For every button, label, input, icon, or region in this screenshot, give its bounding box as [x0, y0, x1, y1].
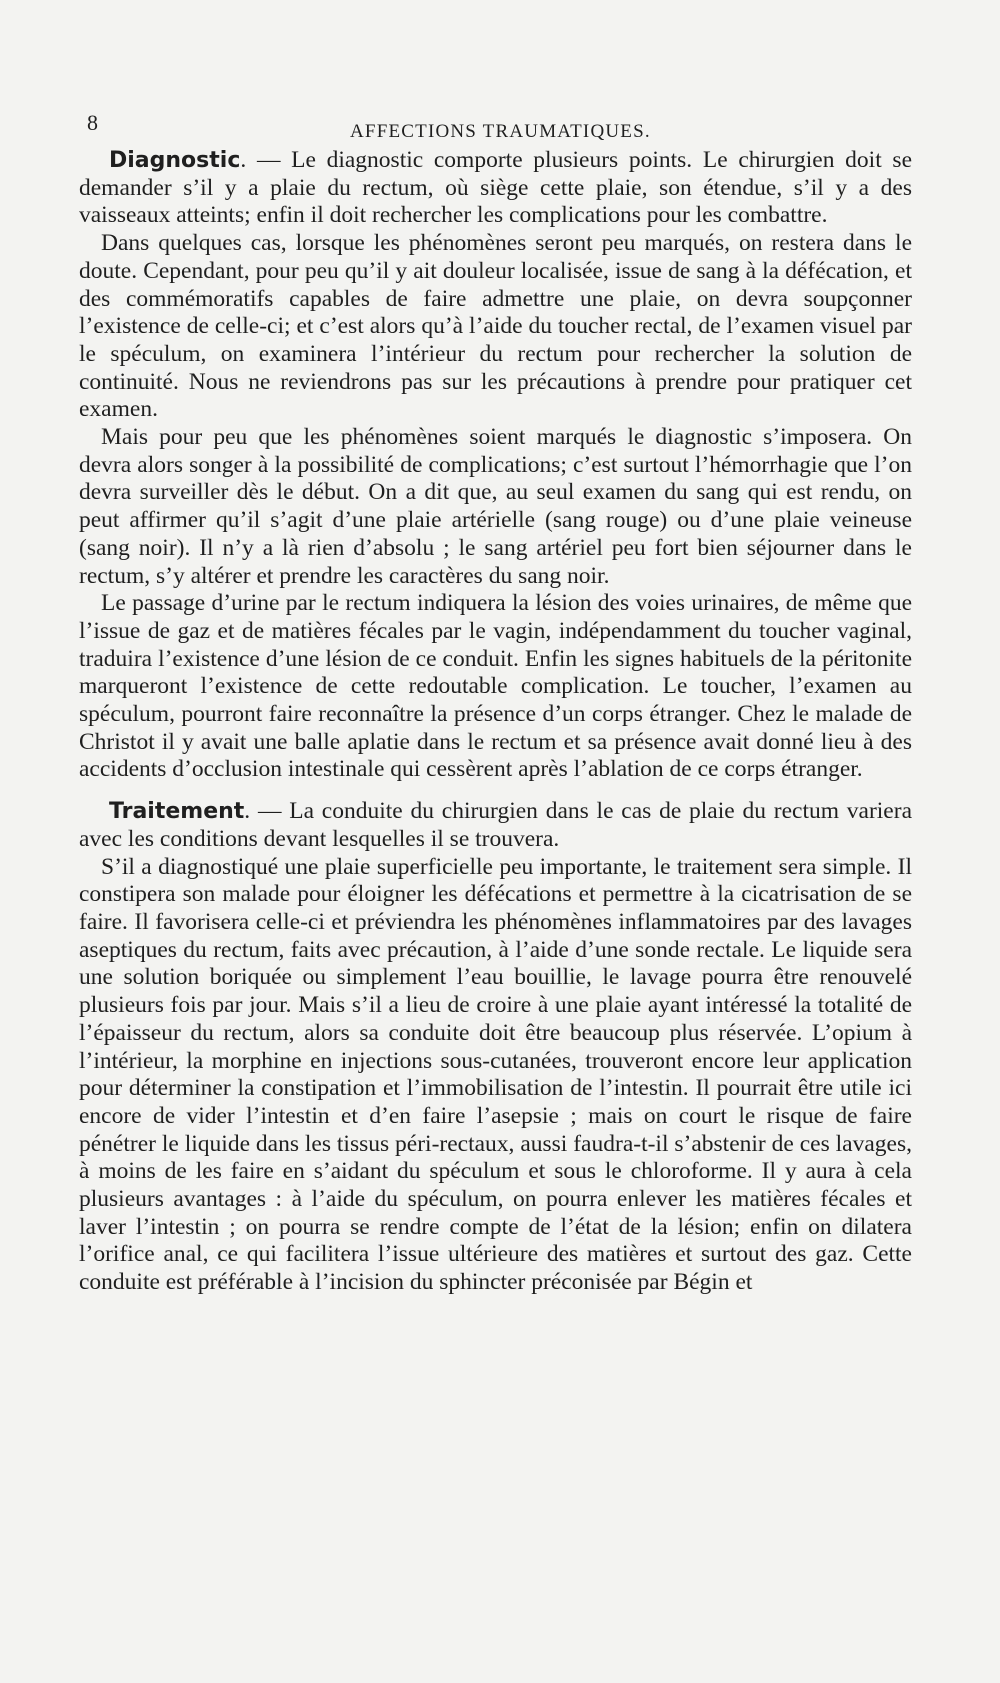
paragraph: Dans quelques cas, lorsque les phénomènes seront peu marqués, on restera dans le doute. Cependant, pour peu qu’il y ait douleur localisée, issue de sang à la défécation, et des commémoratifs capables de faire admettre une plaie, on devra soupçonner l’existence de celle-ci; et c’est alors qu’à l’aide du toucher rectal, de l’examen visuel par le spéculum, on examinera l’intérieur du rectum pour rechercher la solution de continuité. Nous ne reviendrons pas sur les précautions à prendre pour pratiquer cet examen.	[79, 230, 912, 423]
paragraph-traitement-intro: Traitement. — La conduite du chirurgien dans le cas de plaie du rectum variera avec les conditions devant lesquelles il se trouvera.	[79, 798, 912, 852]
page-number: 8	[87, 110, 99, 135]
paragraph: Le passage d’urine par le rectum indiquera la lésion des voies urinaires, de même que l’issue de gaz et de matières fécales par le vagin, indépendamment du toucher vaginal, traduira l’existence d’une lésion de ce conduit. Enfin les signes habituels de la péritonite marqueront l’existence de cette redoutable complication. Le toucher, l’examen au spéculum, pourront faire reconnaître la présence d’un corps étranger. Chez le malade de Christot il y avait une balle aplatie dans le rectum et sa présence avait donné lieu à des accidents d’occlusion intestinale qui cessèrent après l’ablation de ce corps étranger.	[79, 590, 912, 783]
page-header	[80, 104, 940, 144]
section-heading-diagnostic: Diagnostic	[109, 148, 241, 173]
body-text	[79, 147, 912, 1297]
paragraph-diagnostic-intro: Diagnostic. — Le diagnostic comporte plusieurs points. Le chirurgien doit se demander s’il y a plaie du rectum, où siège cette plaie, son étendue, s’il y a des vaisseaux atteints; enfin il doit rechercher les complications pour les combattre.	[79, 147, 912, 229]
running-head: AFFECTIONS TRAUMATIQUES.	[350, 121, 651, 142]
paragraph: Mais pour peu que les phénomènes soient marqués le diagnostic s’imposera. On devra alors songer à la possibilité de complications; c’est surtout l’hémorrhagie que l’on devra surveiller dès le début. On a dit que, au seul examen du sang qui est rendu, on peut affirmer qu’il s’agit d’une plaie artérielle (sang rouge) ou d’une plaie veineuse (sang noir). Il n’y a là rien d’absolu ; le sang artériel peu fort bien séjourner dans le rectum, s’y altérer et prendre les caractères du sang noir.	[79, 424, 912, 589]
section-heading-traitement: Traitement	[109, 799, 245, 825]
section-spacer	[79, 784, 912, 798]
paragraph-text: La conduite du chirurgien dans le cas de plaie du rectum variera avec les conditions devant lesquelles il se trouvera.	[79, 798, 912, 852]
paragraph: S’il a diagnostiqué une plaie superficielle peu importante, le traitement sera simple. Il constipera son malade pour éloigner les défécations et permettre à la cicatrisation de se faire. Il favorisera celle-ci et préviendra les phénomènes inflammatoires par des lavages aseptiques du rectum, faits avec précaution, à l’aide d’une sonde rectale. Le liquide sera une solution boriquée ou simplement l’eau bouillie, le lavage pourra être renouvelé plusieurs fois par jour. Mais s’il a lieu de croire à une plaie ayant intéressé la totalité de l’épaisseur du rectum, alors sa conduite doit être beaucoup plus réservée. L’opium à l’intérieur, la morphine en injections sous-cutanées, trouveront encore leur application pour déterminer la constipation et l’immobilisation de l’intestin. Il pourrait être utile ici encore de vider l’intestin et d’en faire l’asepsie ; mais on court le risque de faire pénétrer le liquide dans les tissus péri-rectaux, aussi faudra-t-il s’abstenir de ces lavages, à moins de les faire en s’aidant du spéculum et sous le chloroforme. Il y aura à cela plusieurs avantages : à l’aide du spéculum, on pourra enlever les matières fécales et laver l’intestin ; on pourra se rendre compte de l’état de la lésion; enfin on dilatera l’orifice anal, ce qui facilitera l’issue ultérieure des matières et surtout des gaz. Cette conduite est préférable à l’incision du sphincter préconisée par Bégin et	[79, 853, 912, 1296]
paragraph-text: Le diagnostic comporte plusieurs points. Le chirurgien doit se demander s’il y a plaie du rectum, où siège cette plaie, son étendue, s’il y a des vaisseaux atteints; enfin il doit rechercher les complications pour les combattre.	[79, 147, 912, 229]
